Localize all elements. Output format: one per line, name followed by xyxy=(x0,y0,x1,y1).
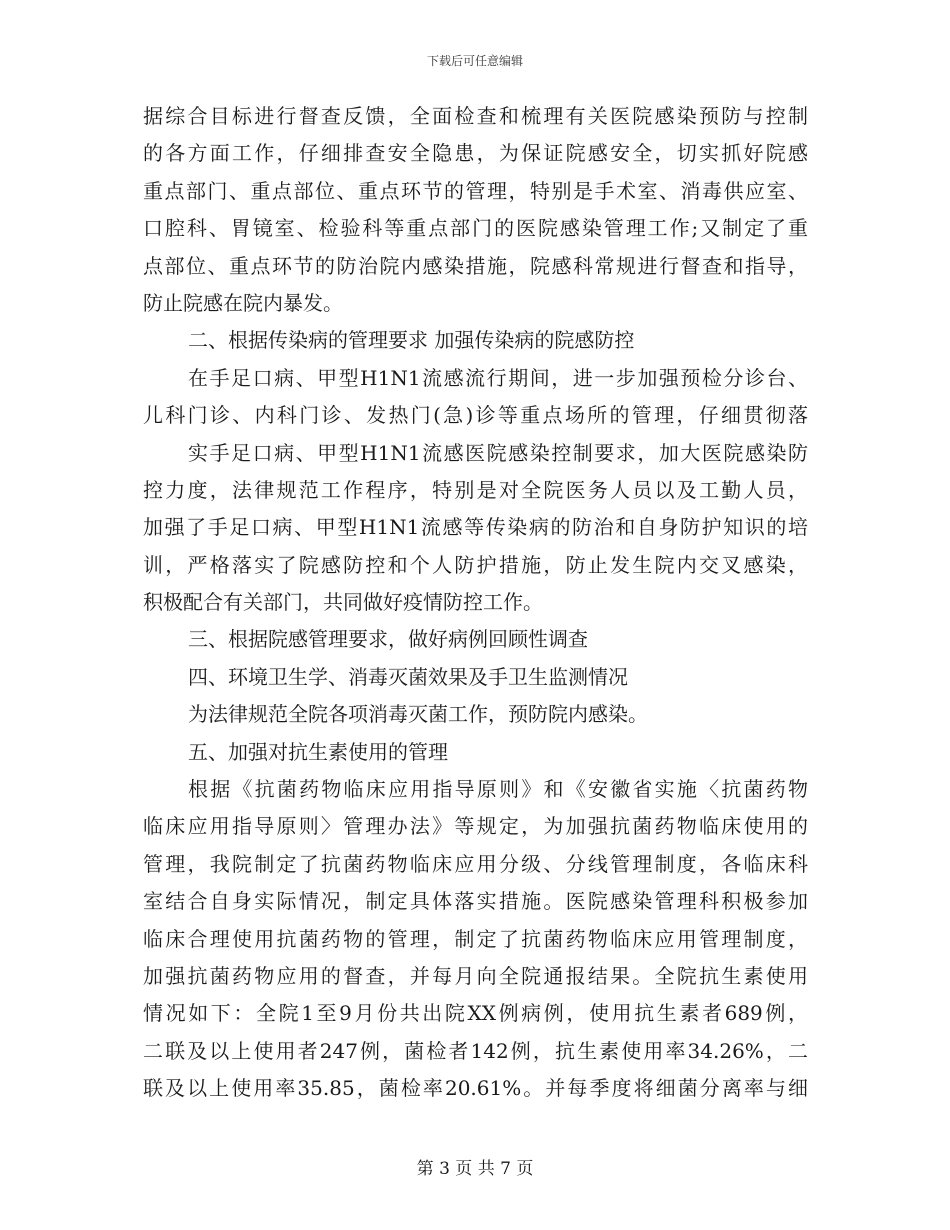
paragraph-line: 临床合理使用抗菌药物的管理，制定了抗菌药物临床应用管理制度， xyxy=(143,926,808,951)
paragraph-line: 训，严格落实了院感防控和个人防护措施，防止发生院内交叉感染， xyxy=(143,552,808,577)
paragraph-line: 重点部门、重点部位、重点环节的管理，特别是手术室、消毒供应室、 xyxy=(143,178,808,203)
paragraph-line: 据综合目标进行督查反馈，全面检查和梳理有关医院感染预防与控制 xyxy=(143,104,808,128)
section-heading: 四、环境卫生学、消毒灭菌效果及手卫生监测情况 xyxy=(188,664,628,689)
paragraph-line: 管理，我院制定了抗菌药物临床应用分级、分线管理制度，各临床科 xyxy=(143,851,808,876)
page-header-note: 下载后可任意编辑 xyxy=(426,54,523,68)
paragraph-line: 积极配合有关部门，共同做好疫情防控工作。 xyxy=(143,590,543,615)
paragraph-line: 室结合自身实际情况，制定具体落实措施。医院感染管理科积极参加 xyxy=(143,889,808,914)
paragraph-line: 防止院感在院内暴发。 xyxy=(143,290,343,315)
paragraph-line: 的各方面工作，仔细排查安全隐患，为保证院感安全，切实抓好院感 xyxy=(143,141,808,166)
paragraph-line: 实手足口病、甲型H1N1流感医院感染控制要求，加大医院感染防 xyxy=(188,440,808,465)
paragraph-line: 临床应用指导原则〉管理办法》等规定，为加强抗菌药物临床使用的 xyxy=(143,814,808,839)
paragraph-line: 加强了手足口病、甲型H1N1流感等传染病的防治和自身防护知识的培 xyxy=(143,515,808,540)
paragraph-line: 口腔科、胃镜室、检验科等重点部门的医院感染管理工作;又制定了重 xyxy=(143,216,808,241)
paragraph-line: 点部位、重点环节的防治院内感染措施，院感科常规进行督查和指导， xyxy=(143,253,808,278)
section-heading: 三、根据院感管理要求，做好病例回顾性调查 xyxy=(188,627,588,652)
document-body xyxy=(143,98,808,1108)
paragraph-line: 二联及以上使用者247例，菌检者142例，抗生素使用率34.26%，二 xyxy=(143,1038,808,1063)
paragraph-line: 根据《抗菌药物临床应用指导原则》和《安徽省实施〈抗菌药物 xyxy=(188,777,808,802)
section-heading: 五、加强对抗生素使用的管理 xyxy=(188,739,448,764)
page-number: 第 3 页 共 7 页 xyxy=(416,1159,534,1179)
paragraph-line: 为法律规范全院各项消毒灭菌工作，预防院内感染。 xyxy=(188,702,648,727)
section-heading: 二、根据传染病的管理要求 加强传染病的院感防控 xyxy=(188,328,635,353)
paragraph-line: 加强抗菌药物应用的督查，并每月向全院通报结果。全院抗生素使用 xyxy=(143,963,808,988)
paragraph-line: 儿科门诊、内科门诊、发热门(急)诊等重点场所的管理，仔细贯彻落 xyxy=(143,403,808,428)
paragraph-line: 联及以上使用率35.85，菌检率20.61%。并每季度将细菌分离率与细 xyxy=(143,1076,808,1101)
paragraph-line: 在手足口病、甲型H1N1流感流行期间，进一步加强预检分诊台、 xyxy=(188,365,808,390)
paragraph-line: 控力度，法律规范工作程序，特别是对全院医务人员以及工勤人员， xyxy=(143,477,808,502)
paragraph-line: 情况如下：全院1至9月份共出院XX例病例，使用抗生素者689例， xyxy=(143,1001,808,1026)
